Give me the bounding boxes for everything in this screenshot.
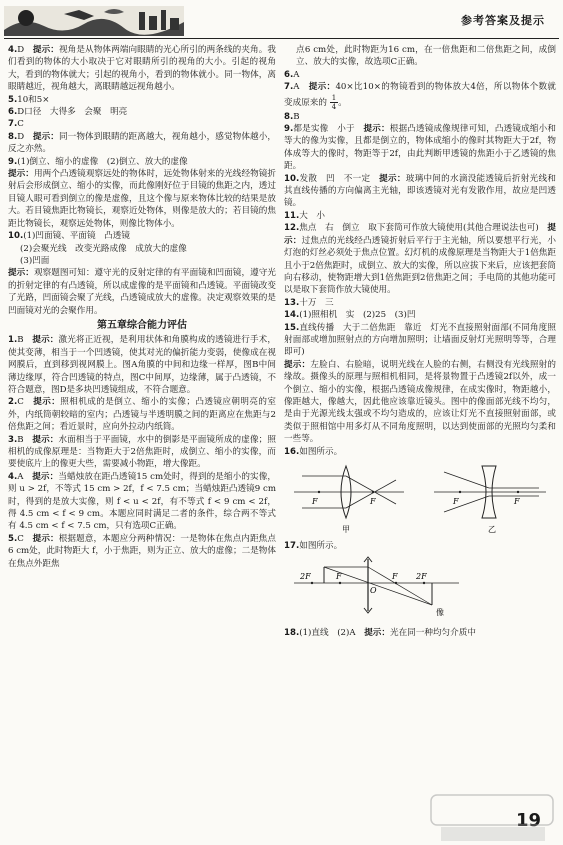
right-column xyxy=(284,44,556,640)
answer-item: 10.(1)凹面镜、平面镜 凸透镜 xyxy=(8,231,130,242)
answer-hint: 提示：观察题图可知：遵守光的反射定律的有平面镜和凹面镜，遵守光的折射定律的有凸透镜，所以成虚像的是平面镜和凸透镜。平面镜改变了光路，凹面镜会聚了光线，凸透镜成放大的虚像。决定观察效果的是凹面镜对光的会聚作用。 xyxy=(8,268,276,316)
figure-17-lens-diagram xyxy=(284,553,554,623)
answer-item: 7.C xyxy=(8,119,24,130)
focus-label: F xyxy=(453,497,459,506)
answer-item: 7.A 提示：40×比10×的物镜看到的物体放大4倍，所以物体个数就变成原来的 $\frac{1}{4}$ 。 xyxy=(284,82,556,111)
figure-label-jia: 甲 xyxy=(342,525,350,534)
answer-item: 6.D口径 大得多 会聚 明亮 xyxy=(8,107,128,118)
header-rule xyxy=(4,38,559,39)
answer-item: 4.D 提示：视角是从物体两端向眼睛的光心所引的两条线的夹角。我们看到的物体的大小取决于它对眼睛所引的视角的大小。引起的视角大，看到的物体就大；引起的视角小，看到的物体就小。同一物体，离眼睛越近，视角越大，离眼睛越远视角越小。 xyxy=(8,45,276,93)
image-label: 像 xyxy=(436,607,444,617)
figure-16-lens-diagrams xyxy=(284,458,554,536)
optical-center-label: O xyxy=(370,585,377,595)
page-number: 19 xyxy=(515,810,541,831)
answer-item: 17.如图所示。 xyxy=(284,541,343,552)
answer-item: 14.(1)照相机 实 (2)25 (3)凹 xyxy=(284,310,416,321)
watermark-logo xyxy=(427,787,557,845)
answer-item: 9.(1)倒立、缩小的虚像 (2)倒立、放大的虚像 提示：用两个凸透镜观察远处的物体时，远处物体射来的光线经物镜折射后会形成倒立、缩小的实像，而此像刚好位于目镜的焦距之内，透过目镜人眼可看到倒立的像是虚像，且这个像与原来物体比较的结果是放大。若目镜焦距比物镜长，观察近处物体，则像是放大的；若目镜的焦距比物镜长，观察远处物体，则像比物体小。 xyxy=(8,156,276,229)
header-banner-image xyxy=(4,6,184,36)
section-title: 第五章综合能力评估 xyxy=(97,319,187,331)
answer-item: 16.如图所示。 xyxy=(284,446,343,457)
figure-label-yi: 乙 xyxy=(488,525,496,534)
answer-item: 13.十万 三 xyxy=(284,297,334,308)
focus-2f-label: 2F xyxy=(416,571,427,581)
answer-subline: (2)会聚光线 改变光路成像 成放大的虚像 xyxy=(20,243,187,254)
answer-item: 4.A 提示：当蜡烛放在距凸透镜15 cm处时，得到的是缩小的实像，则 u > 2f，不等式 15 cm > 2f，f < 7.5 cm；当蜡烛距凸透镜9 cm时，得到的是放大实像，则 f < u < 2f，有不等式 f < 9 cm < 2f，得 4.5 cm < f < 9 cm。本题应同时满足二者的条件，综合两不等式有 4.5 cm < f < 7.5 cm，只有选项C正确。 xyxy=(8,471,276,532)
answer-item: 2.C 提示：照相机成的是倒立、缩小的实像；凸透镜应朝明亮的室外，内纸筒朝较暗的室内；凸透镜与半透明膜之间的距离应在焦距与2倍焦距之间；看近景时，应向外拉动内纸筒。 xyxy=(8,397,276,433)
answer-item: 12.焦点 右 倒立 取下套筒可作放大镜使用(其他合理说法也可) 提示：过焦点的光线经凸透镜折射后平行于主光轴，所以要想平行光，小灯泡的灯丝必须处于焦点位置。幻灯机的成像原理是当物距大于1倍焦距且小于2倍焦距时，成倒立、放大的实像，所以应拔下来后，应该把套筒向右移动，使物距增大到1倍焦距到2倍焦距之间；手电筒的其他功能可以是取下套筒作放大镜使用。 xyxy=(284,223,556,296)
header-title: 参考答案及提示 xyxy=(461,14,545,27)
focus-label: F xyxy=(336,571,342,581)
answer-item: 3.B 提示：水面相当于平面镜，水中的倒影是平面镜所成的虚像；照相机的成像原理是：当物距大于2倍焦距时，成倒立、缩小的实像，而要使底片上的像更大些，需要减小物距，增大像距。 xyxy=(8,434,276,470)
answer-item: 9.都是实像 小于 提示：根据凸透镜成像规律可知，凸透镜成缩小和等大的像为实像，且都是倒立的，物体成缩小的像时其物距大于2f，物体成等大的像时，物距等于2f，由此判断甲透镜的焦距小于乙透镜的焦距。 xyxy=(284,124,556,172)
answer-item: 8.D 提示：同一物体到眼睛的距离越大，视角越小，感觉物体越小，反之亦然。 xyxy=(8,131,276,155)
answer-item: 8.B xyxy=(284,111,300,122)
answer-item: 18.(1)直线 (2)A 提示：光在同一种均匀介质中 xyxy=(284,628,476,639)
answer-item: 6.A xyxy=(284,69,300,80)
focus-label: F xyxy=(370,497,376,506)
left-column xyxy=(8,44,276,570)
answer-item: 5.C 提示：根据题意，本题应分两种情况：一是物体在焦点内距焦点6 cm处，此时物距大 f，小于焦距，则为正立、放大的虚像；二是物体在焦点外距焦 xyxy=(8,533,276,569)
focus-2f-label: 2F xyxy=(300,571,311,581)
answer-continuation: 点6 cm处，此时物距为16 cm，在一倍焦距和二倍焦距之间，成倒立、放大的实像，故选项C正确。 xyxy=(296,45,556,68)
answer-item: 1.B 提示：激光将正近视，是利用状体和角膜构成的透镜进行手术，使其变薄，相当于一个凹透镜，使其对光的偏折能力变弱，使像成在视网膜后，直到移到视网膜上。图A角膜的中间和边缘一样厚，图B中间薄边缘厚，符合凹透镜的特点，图C中间厚，边缘薄，属于凸透镜，不符合题意，图D是多块凹透镜组成，不符合题意。 xyxy=(8,335,276,395)
answer-item: 15.直线传播 大于二倍焦距 靠近 灯光不直接照射面部(不同角度照射面部或增加照射点的方向增加照明；让墙面反射灯光照明等等，合理即可) 提示：左脸白、右脸暗，说明光线在人脸的右侧，右侧没有光线照射的缘故。摄像头的原理与照相机相同，是将景物置于凸透镜2f以外，成一个倒立、缩小的实像，根据凸透镜成像规律，在成实像时，物距越小，像距越大，像越大，因此他应该靠近镜头。图中的像面部光线不均匀，是由于光源光线太强或不均匀造成的，应该让灯光不直接照射面部，或类似于照相馆中用多灯从不同角度照明，以达到使面部的光照均匀柔和一些等。 xyxy=(284,322,556,445)
fraction: $\frac{1}{4}$ xyxy=(331,93,337,111)
answer-item: 10.发散 凹 不一定 提示：玻璃中间的水滴没能透镜后折射光线和其直线传播的方向偏离主光轴，即该透镜对光有发散作用，故应是凹透镜。 xyxy=(284,173,556,209)
focus-label: F xyxy=(392,571,398,581)
answer-item: 5.10和5× xyxy=(8,94,50,105)
answer-item: 11.大 小 xyxy=(284,210,326,221)
focus-label: F xyxy=(312,497,318,506)
page-header xyxy=(0,0,563,42)
focus-label: F xyxy=(514,497,520,506)
answer-subline: (3)凹面 xyxy=(20,255,50,266)
